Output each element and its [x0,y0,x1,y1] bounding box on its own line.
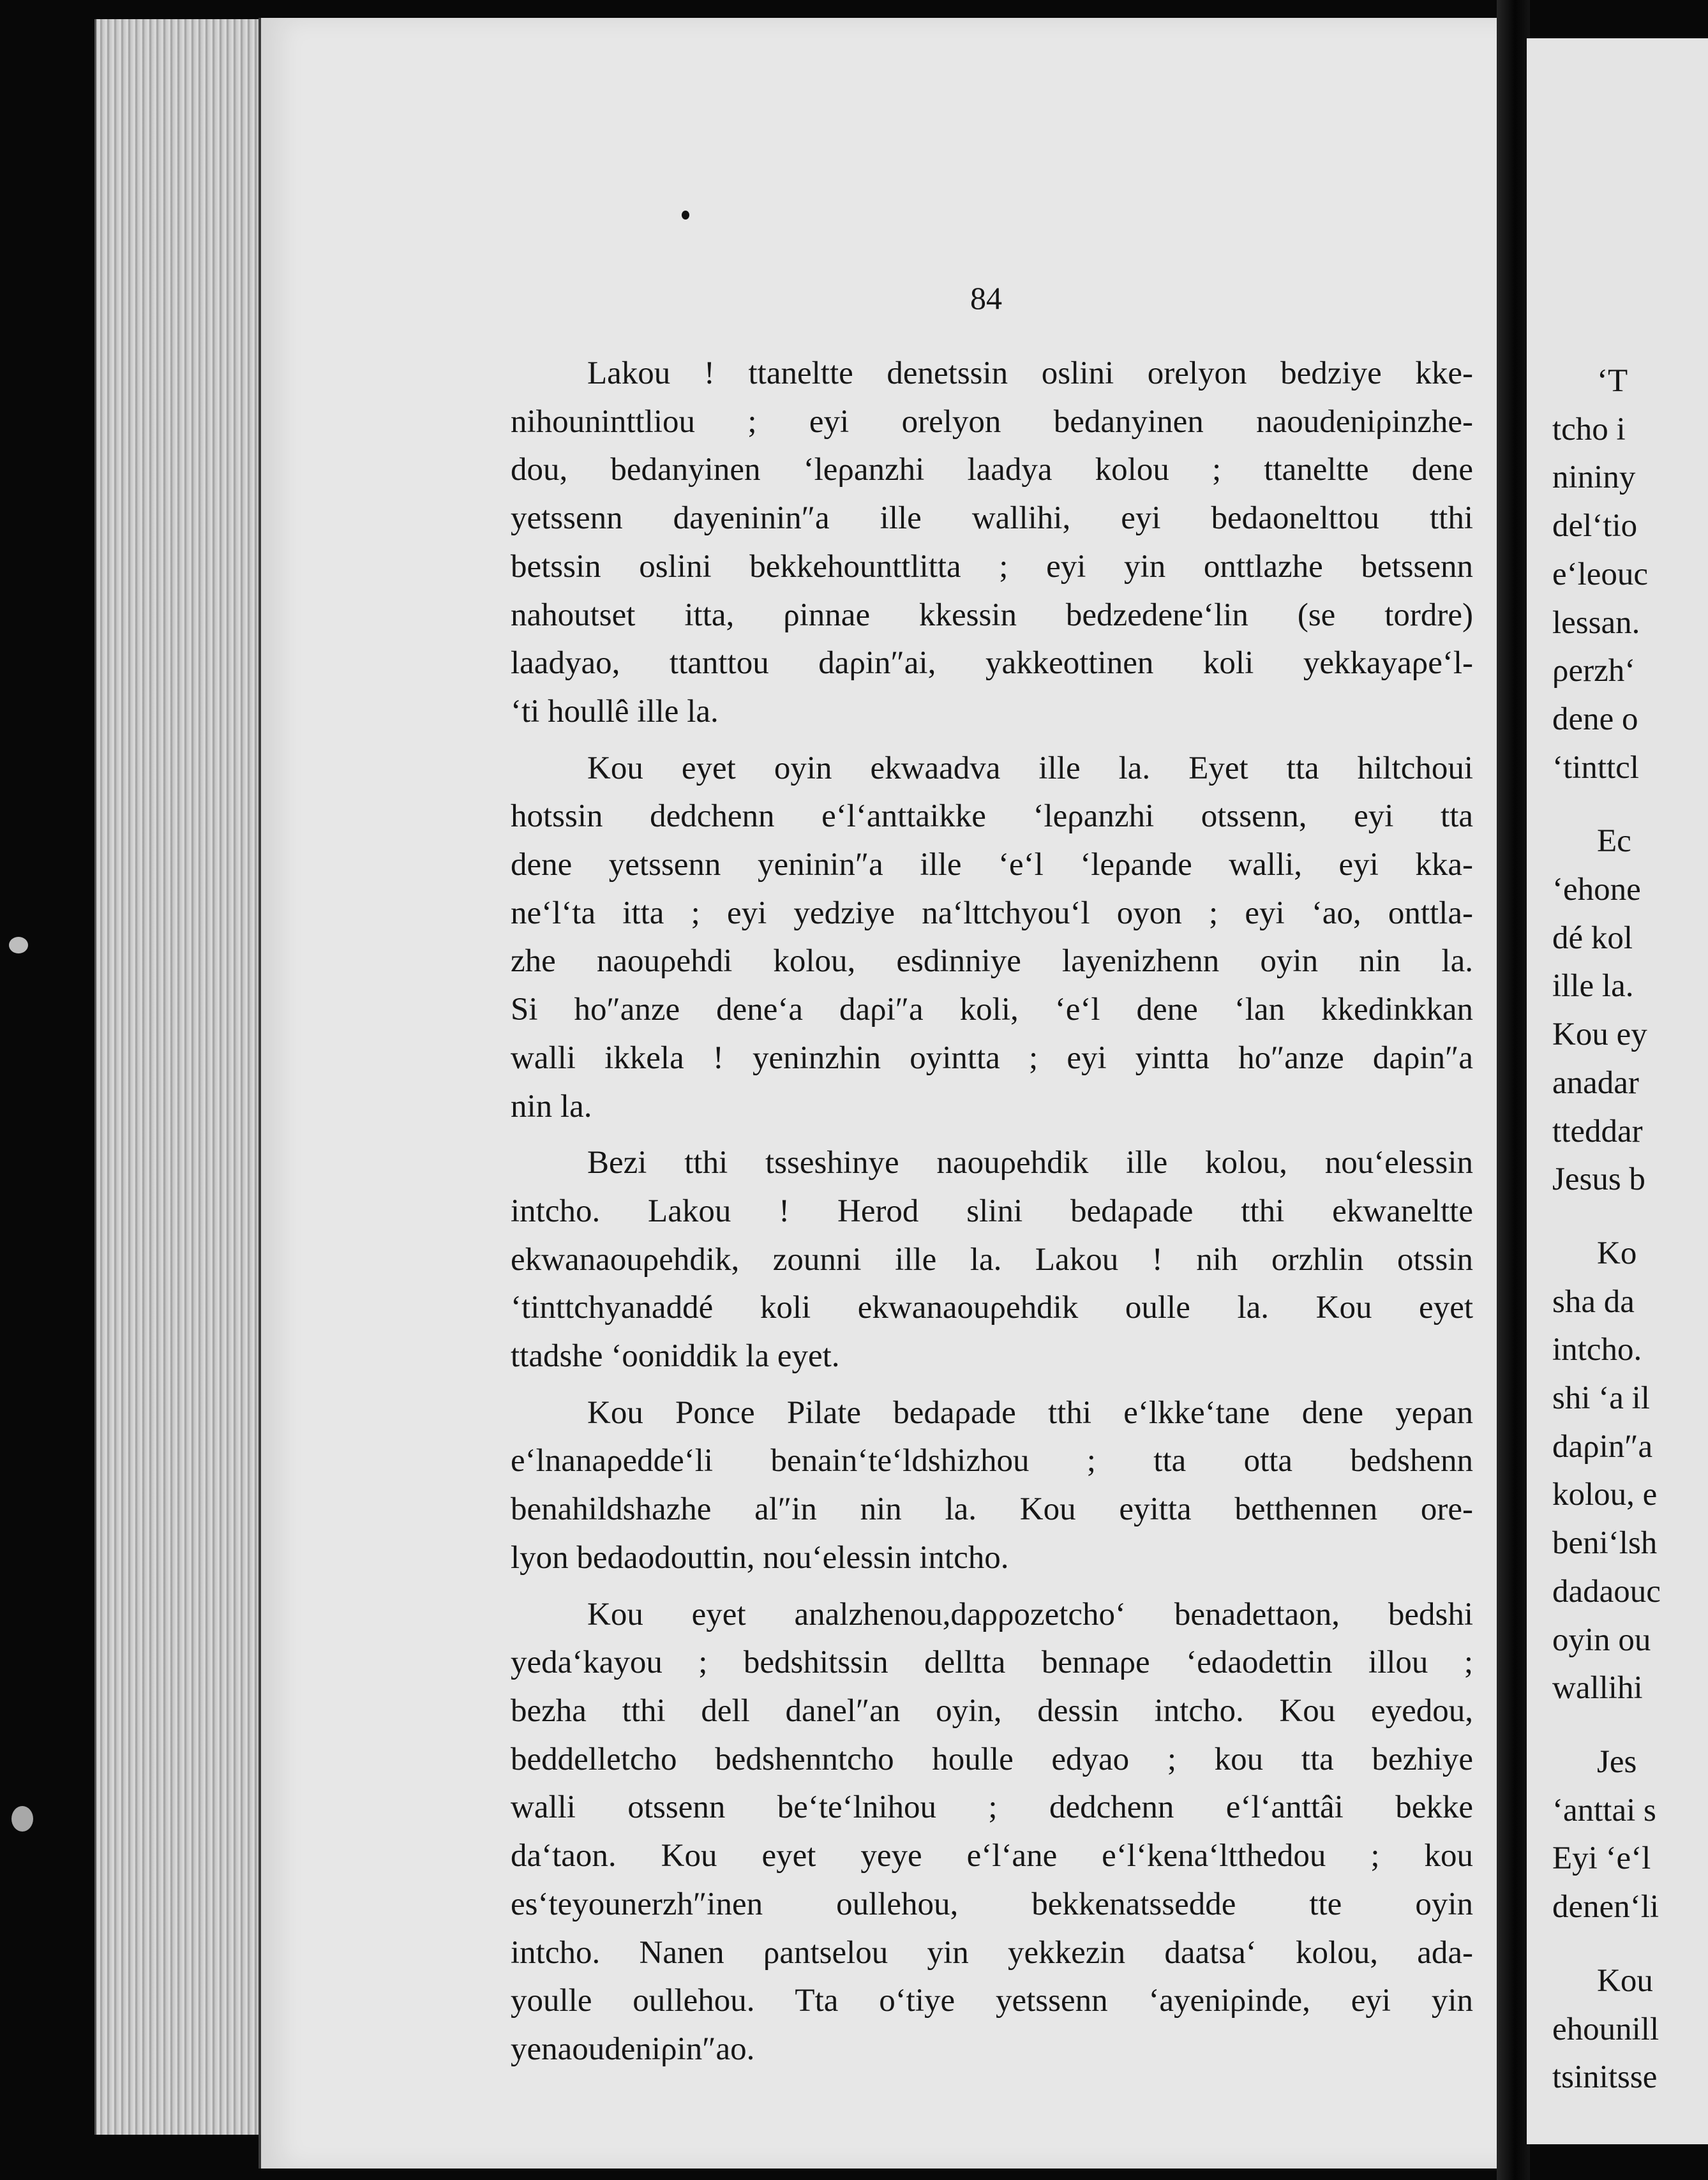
text-line: bezha tthi dell danel″an oyin, dessin intcho. Kou eyedou, [511,1692,1473,1729]
paragraph-gap [1552,1204,1708,1230]
text-line: ekwanaouρehdik, zounni ille la. Lakou ! nih orzhlin otssin [511,1241,1473,1278]
text-line: ‘tinttchyanaddé koli ekwanaouρehdik oulle la. Kou eyet [511,1290,1473,1326]
text-line: kolou, e [1552,1477,1658,1513]
text-line: tcho i [1552,411,1626,447]
text-line: betssin oslini bekkehounttlitta ; eyi yin onttlazhe betssenn [511,548,1473,585]
text-line: Kou eyet analzhenou,daρρozetcho‘ benadettaon, bedshi [587,1596,1473,1632]
paragraph-1 [511,350,1473,736]
paragraph-2 [511,745,1473,1131]
text-line: e‘leouc [1552,556,1649,592]
paragraph-5 [511,1591,1473,2074]
text-line: Jes [1597,1743,1637,1780]
text-line: tsinitsse [1552,2059,1658,2096]
text-line: youlle oullehou. Tta o‘tiye yetssenn ‘ayeniρinde, eyi yin [511,1983,1473,2019]
text-line: ille la. [1552,968,1634,1004]
stacked-page-edges [94,19,270,2135]
text-line: e‘lnanaρedde‘li benain‘te‘ldshizhou ; tta otta bedshenn [511,1443,1473,1479]
text-line: laadyao, ttanttou daρin″ai, yakkeottinen koli yekkayaρe‘l- [511,645,1473,682]
text-line: lessan. [1552,604,1640,641]
text-line: shi ‘a il [1552,1380,1650,1417]
text-line: tteddar [1552,1113,1643,1149]
paragraph-gap [1552,792,1708,818]
text-line: zhe naouρehdi kolou, esdinniye layenizhenn oyin nin la. [511,943,1473,980]
text-line: ‘ti houllê ille la. [511,693,719,729]
text-line: lyon bedaodouttin, nou‘elessin intcho. [511,1539,1009,1576]
text-line: Ec [1597,823,1631,860]
text-line: Ko [1597,1235,1637,1271]
text-line: yeda‘kayou ; bedshitssin delltta bennaρe ‘edaodettin illou ; [511,1645,1473,1681]
text-line: intcho. Nanen ρantselou yin yekkezin daatsa‘ kolou, ada- [511,1934,1473,1971]
text-line: Bezi tthi tsseshinye naouρehdik ille kolou, nou‘elessin [587,1145,1473,1181]
text-line: dadaouc [1552,1573,1661,1609]
text-line: Kou [1597,1962,1653,1999]
text-line: dene o [1552,701,1638,737]
text-line: Kou Ponce Pilate bedaρade tthi e‘lkke‘tane dene yeρan [587,1394,1473,1431]
text-line: beni‘lsh [1552,1525,1658,1562]
text-line: ehounill [1552,2011,1659,2047]
text-line: ‘tinttcl [1552,749,1639,786]
text-line: da‘taon. Kou eyet yeye e‘l‘ane e‘l‘kena‘ltthedou ; kou [511,1838,1473,1874]
text-line: Eyi ‘e‘l [1552,1840,1651,1877]
text-line: walli otssenn be‘te‘lnihou ; dedchenn e‘l‘anttâi bekke [511,1789,1473,1826]
text-line: wallihi [1552,1670,1643,1706]
text-line: yenaoudeniρin″ao. [511,2031,755,2067]
text-line: Jesus b [1552,1161,1645,1198]
book-gutter-shadow [1497,0,1530,2180]
scan-speck [11,1806,33,1832]
text-line: hotssin dedchenn e‘l‘anttaikke ‘leρanzhi otssenn, eyi tta [511,798,1473,835]
text-line: ttadshe ‘ooniddik la eyet. [511,1338,840,1375]
text-line: ‘anttai s [1552,1792,1656,1828]
page-text [511,350,1473,2082]
paragraph-gap [1552,1932,1708,1957]
text-line: Kou ey [1552,1017,1647,1053]
text-line: nin la. [511,1088,592,1124]
facing-page-text [1552,357,1708,2102]
text-line: dene yetssenn yeninin″a ille ‘e‘l ‘leρande walli, eyi kka- [511,847,1473,883]
paragraph-gap [1552,1713,1708,1738]
text-line: nahoutset itta, ρinnae kkessin bedzedene‘lin (se tordre) [511,597,1473,633]
text-line: intcho. Lakou ! Herod slini bedaρade tthi ekwaneltte [511,1193,1473,1229]
page-number: 84 [970,280,1002,316]
paragraph-3 [511,1139,1473,1381]
text-line: nihouninttliou ; eyi orelyon bedanyinen naoudeniρinzhe- [511,403,1473,440]
text-line: nininy [1552,459,1636,496]
text-line: dé kol [1552,920,1633,956]
text-line: del‘tio [1552,508,1638,544]
text-line: denen‘li [1552,1889,1659,1925]
text-line: ρerzh‘ [1552,653,1636,689]
facing-page [1527,38,1708,2144]
text-line: ‘T [1597,363,1628,399]
text-line: ne‘l‘ta itta ; eyi yedziye na‘lttchyou‘l oyon ; eyi ‘ao, onttla- [511,895,1473,931]
text-line: daρin″a [1552,1428,1653,1465]
text-line: sha da [1552,1283,1635,1320]
paragraph-4 [511,1389,1473,1583]
text-line: beddelletcho bedshenntcho houlle edyao ; kou tta bezhiye [511,1741,1473,1777]
scan-speck [9,937,28,953]
text-line: yetssenn dayeninin″a ille wallihi, eyi bedaonelttou tthi [511,500,1473,537]
text-line: oyin ou [1552,1622,1651,1658]
text-line: walli ikkela ! yeninzhin oyintta ; eyi yintta ho″anze daρin″a [511,1040,1473,1076]
text-line: dou, bedanyinen ‘leρanzhi laadya kolou ; ttaneltte dene [511,452,1473,488]
text-line: anadar [1552,1064,1639,1101]
text-line: benahildshazhe al″in nin la. Kou eyitta betthennen ore- [511,1491,1473,1528]
text-line: Lakou ! ttaneltte denetssin oslini orelyon bedziye kke- [587,355,1473,391]
scan-speck [682,211,689,220]
text-line: es‘teyounerzh″inen oullehou, bekkenatssedde tte oyin [511,1886,1473,1922]
text-line: intcho. [1552,1332,1642,1368]
text-line: ‘ehone [1552,872,1641,908]
text-line: Kou eyet oyin ekwaadva ille la. Eyet tta hiltchoui [587,750,1473,786]
text-line: Si ho″anze dene‘a daρi″a koli, ‘e‘l dene ‘lan kkedinkkan [511,992,1473,1028]
